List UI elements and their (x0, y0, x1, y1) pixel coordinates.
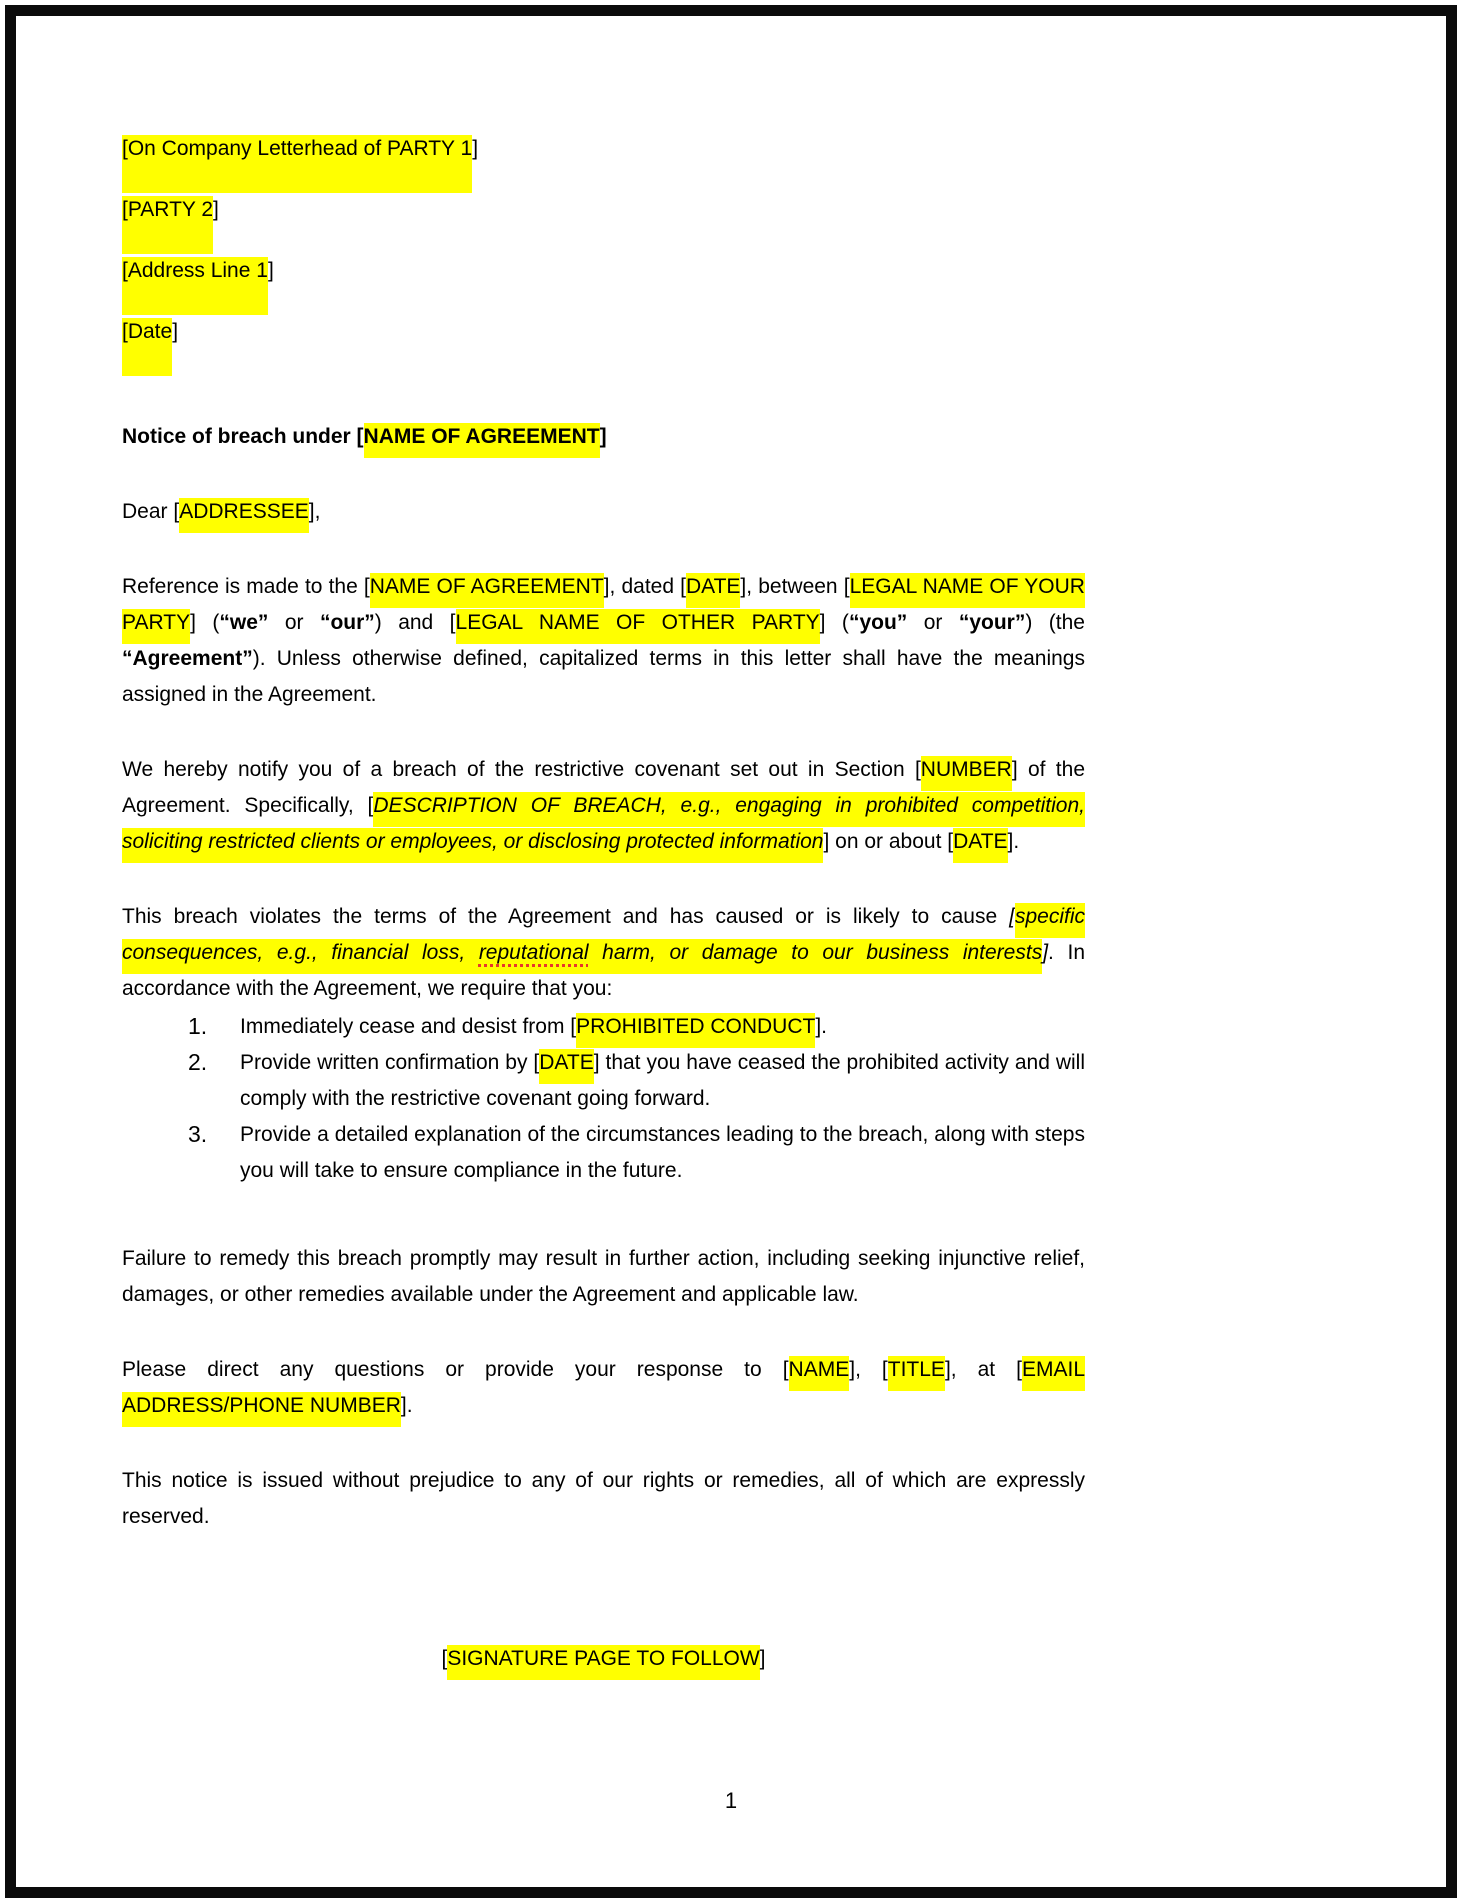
salutation: Dear [ADDRESSEE], (122, 494, 1085, 530)
signature-page-note: [SIGNATURE PAGE TO FOLLOW] (122, 1641, 1085, 1677)
letterhead-line-date: [Date] (122, 314, 1085, 375)
letterhead-line-company: [On Company Letterhead of PARTY 1] (122, 131, 1085, 192)
list-item-number: 2. (188, 1049, 208, 1075)
paragraph-breach-notification: We hereby notify you of a breach of the restrictive covenant set out in Section [NUMBER] of the Agreement. Specifically, [DESCRIPTION OF BREACH, e.g., engaging in prohibited competition, soliciting restricted clients or employees, or disclosing protected information] on or about [DATE]. (122, 752, 1085, 860)
list-item-text: Immediately cease and desist from [PROHIBITED CONDUCT]. (240, 1013, 827, 1048)
list-item-cease (122, 1009, 1085, 1045)
paragraph-rights-reserved: This notice is issued without prejudice to any of our rights or remedies, all of which are expressly reserved. (122, 1469, 1085, 1528)
list-item-text: Provide written confirmation by [DATE] that you have ceased the prohibited activity and will comply with the restrictive covenant going forward. (240, 1051, 1085, 1110)
list-item-explanation (122, 1117, 1085, 1189)
demand-list (122, 1009, 1085, 1189)
list-item-number: 3. (188, 1121, 208, 1147)
list-item-number: 1. (188, 1013, 208, 1039)
page-number: 1 (724, 1788, 738, 1813)
subject-line: Notice of breach under [NAME OF AGREEMENT] (122, 419, 1085, 455)
letterhead-line-address: [Address Line 1] (122, 253, 1085, 314)
paragraph-contact: Please direct any questions or provide your response to [NAME], [TITLE], at [EMAIL ADDRESS/PHONE NUMBER]. (122, 1352, 1085, 1424)
paragraph-breach-consequences: This breach violates the terms of the Agreement and has caused or is likely to cause [specific consequences, e.g., financial loss, reputational harm, or damage to our business interests]. In accordance with the Agreement, we require that you: (122, 905, 1086, 1000)
letterhead-line-party2: [PARTY 2] (122, 192, 1085, 253)
list-item-confirmation (122, 1045, 1085, 1117)
letter-content (122, 131, 1085, 1677)
list-item-text: Provide a detailed explanation of the circumstances leading to the breach, along with steps you will take to ensure compliance in the future. (240, 1123, 1085, 1182)
paragraph-reference: Reference is made to the [NAME OF AGREEMENT], dated [DATE], between [LEGAL NAME OF YOUR PARTY] (“we” or “our”) and [LEGAL NAME OF OTHER PARTY] (“you” or “your”) (the “Agreement”). Unless otherwise defined, capitalized terms in this letter shall have the meanings assigned in the Agreement. (122, 575, 1085, 706)
paragraph-failure-warning: Failure to remedy this breach promptly may result in further action, including seeking injunctive relief, damages, or other remedies available under the Agreement and applicable law. (122, 1247, 1085, 1306)
